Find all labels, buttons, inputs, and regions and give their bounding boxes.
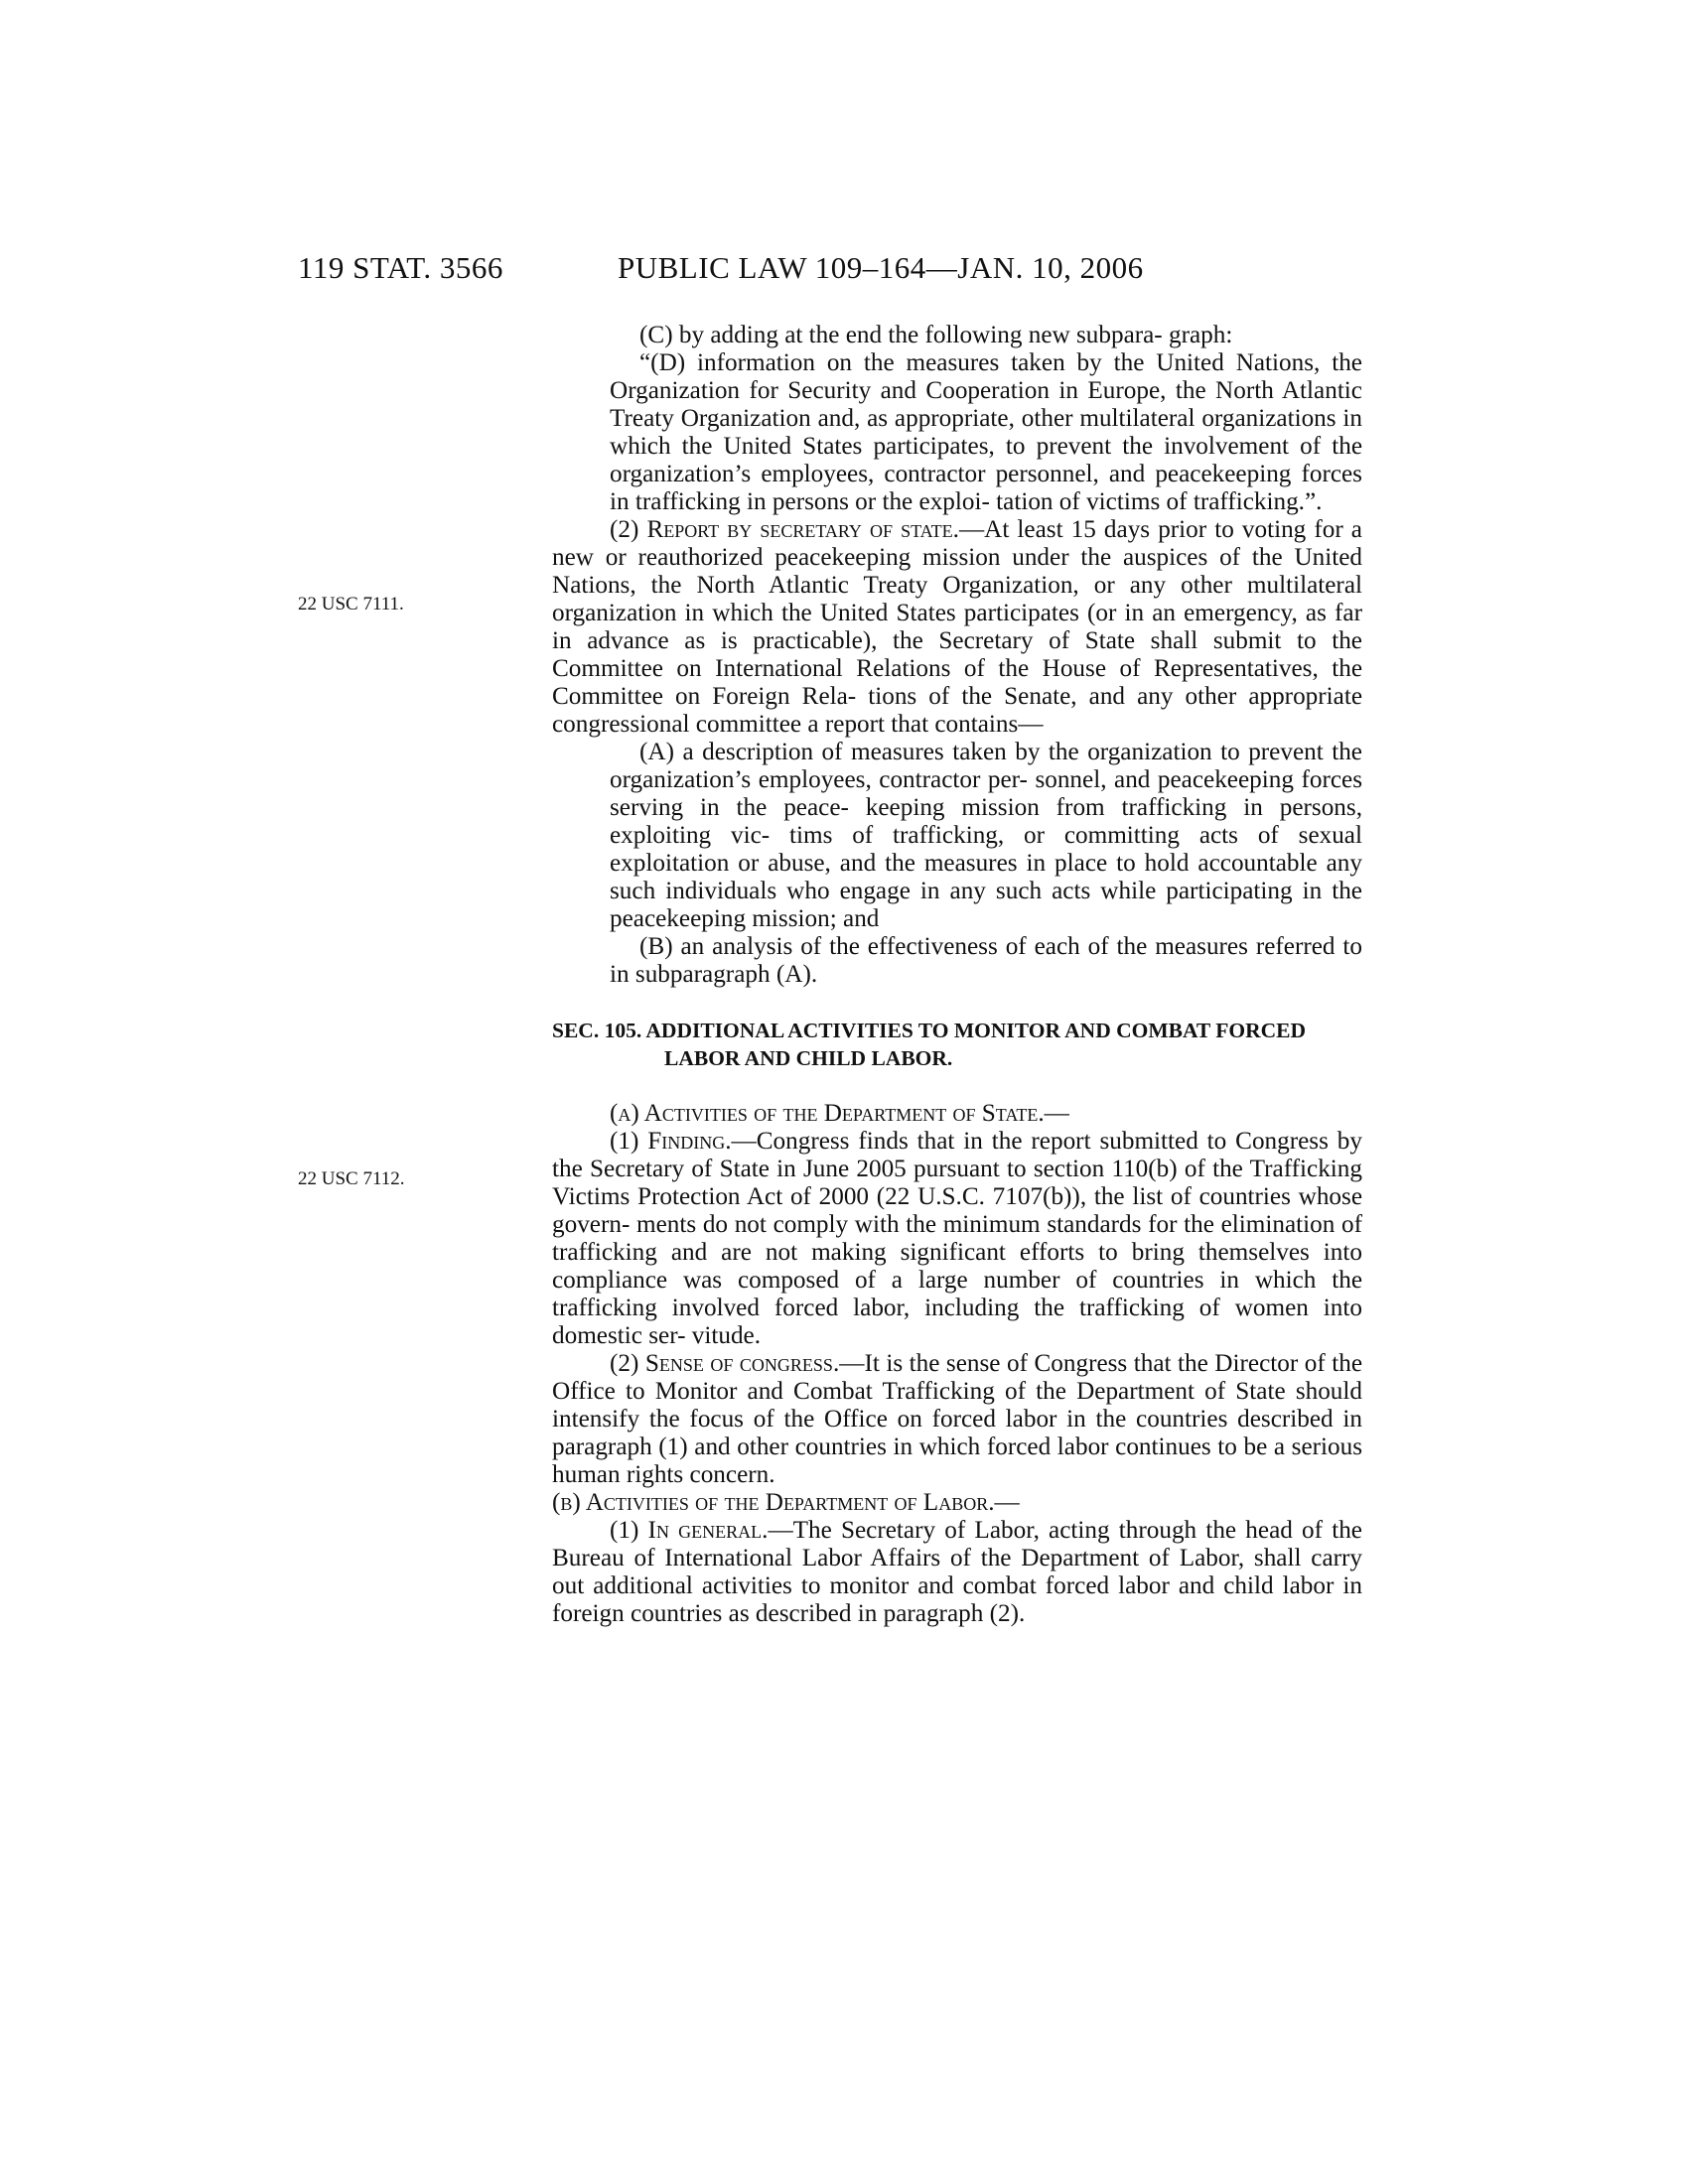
paragraph-2-text: —At least 15 days prior to voting for a new or reauthorized peacekeeping mission under the auspices of the United Nations, the North Atlantic Treaty Organization, or any other multilateral organization in which the United States participates (or in an emergency, as far in advance as is practicable), the Secretary of State shall submit to the Committee on International Relations of the House of Representatives, the Committee on Foreign Rela- tions of the Senate, and any other appropriate congressional committee a report that contains— bbox=[552, 516, 1362, 738]
sense-heading: (2) Sense of congress. bbox=[610, 1350, 840, 1377]
general-heading: (1) In general. bbox=[610, 1517, 769, 1544]
paragraph-2-report bbox=[552, 516, 1362, 739]
clause-b: (B) an analysis of the effectiveness of each of the measures referred to in subparagraph (A). bbox=[610, 933, 1362, 988]
clause-c: (C) by adding at the end the following new subpara- graph: bbox=[639, 322, 1233, 348]
margin-note-usc-7112: 22 USC 7112. bbox=[298, 1168, 405, 1189]
statute-page-number: 119 STAT. 3566 bbox=[298, 250, 503, 285]
sense-text: —It is the sense of Congress that the Director of the Office to Monitor and Combat Trafficking of the Department of State should intensify the focus of the Office on forced labor in the countries described in paragraph (1) and other countries in which forced labor continues to be a serious human rights concern. bbox=[552, 1350, 1362, 1488]
section-105-title bbox=[552, 1017, 1362, 1072]
margin-note-usc-7111: 22 USC 7111. bbox=[298, 594, 404, 614]
clause-d: “(D) information on the measures taken by the United Nations, the Organization for Security and Cooperation in Europe, the North Atlantic Treaty Organization and, as appropriate, other multilateral organizations in which the United States participates, to prevent the involvement of the organization’s employees, contractor personnel, and peacekeeping forces in trafficking in persons or the exploi- tation of victims of trafficking.”. bbox=[610, 349, 1362, 515]
section-title-line-1: SEC. 105. ADDITIONAL ACTIVITIES TO MONITOR AND COMBAT FORCED bbox=[552, 1019, 1307, 1042]
section-title-line-2: LABOR AND CHILD LABOR. bbox=[664, 1046, 953, 1070]
finding-text: —Congress finds that in the report submitted to Congress by the Secretary of State in June 2005 pursuant to section 110(b) of the Trafficking Victims Protection Act of 2000 (22 U.S.C. 7107(b)), the list of countries whose govern- ments do not comply with the minimum standards for the elimination of trafficking and are not making significant efforts to bring themselves into compliance was composed of a large number of countries in which the trafficking involved forced labor, including the trafficking of women into domestic ser- vitude. bbox=[552, 1128, 1362, 1349]
clause-a: (A) a description of measures taken by the organization to prevent the organization’s employees, contractor per- sonnel, and peacekeeping forces serving in the peace- keeping mission from trafficking in persons, exploiting vic- tims of trafficking, or committing acts of sexual exploitation or abuse, and the measures in place to hold accountable any such individuals who engage in any such acts while participating in the peacekeeping mission; and bbox=[610, 739, 1362, 932]
general-text: —The Secretary of Labor, acting through the head of the Bureau of International Labor Affairs of the Department of Labor, shall carry out additional activities to monitor and combat forced labor and child labor in foreign countries as described in paragraph (2). bbox=[552, 1517, 1362, 1627]
subsection-a-heading: (a) Activities of the Department of State.— bbox=[610, 1100, 1069, 1127]
body-text bbox=[552, 322, 1362, 1628]
paragraph-sense-of-congress bbox=[552, 1350, 1362, 1489]
paragraph-2-heading: (2) Report by secretary of state. bbox=[610, 516, 959, 543]
finding-heading: (1) Finding. bbox=[610, 1128, 732, 1155]
subsection-b-heading: (b) Activities of the Department of Labor.— bbox=[552, 1489, 1020, 1516]
paragraph-in-general bbox=[552, 1517, 1362, 1628]
paragraph-finding bbox=[552, 1128, 1362, 1350]
public-law-header: PUBLIC LAW 109–164—JAN. 10, 2006 bbox=[618, 250, 1144, 285]
